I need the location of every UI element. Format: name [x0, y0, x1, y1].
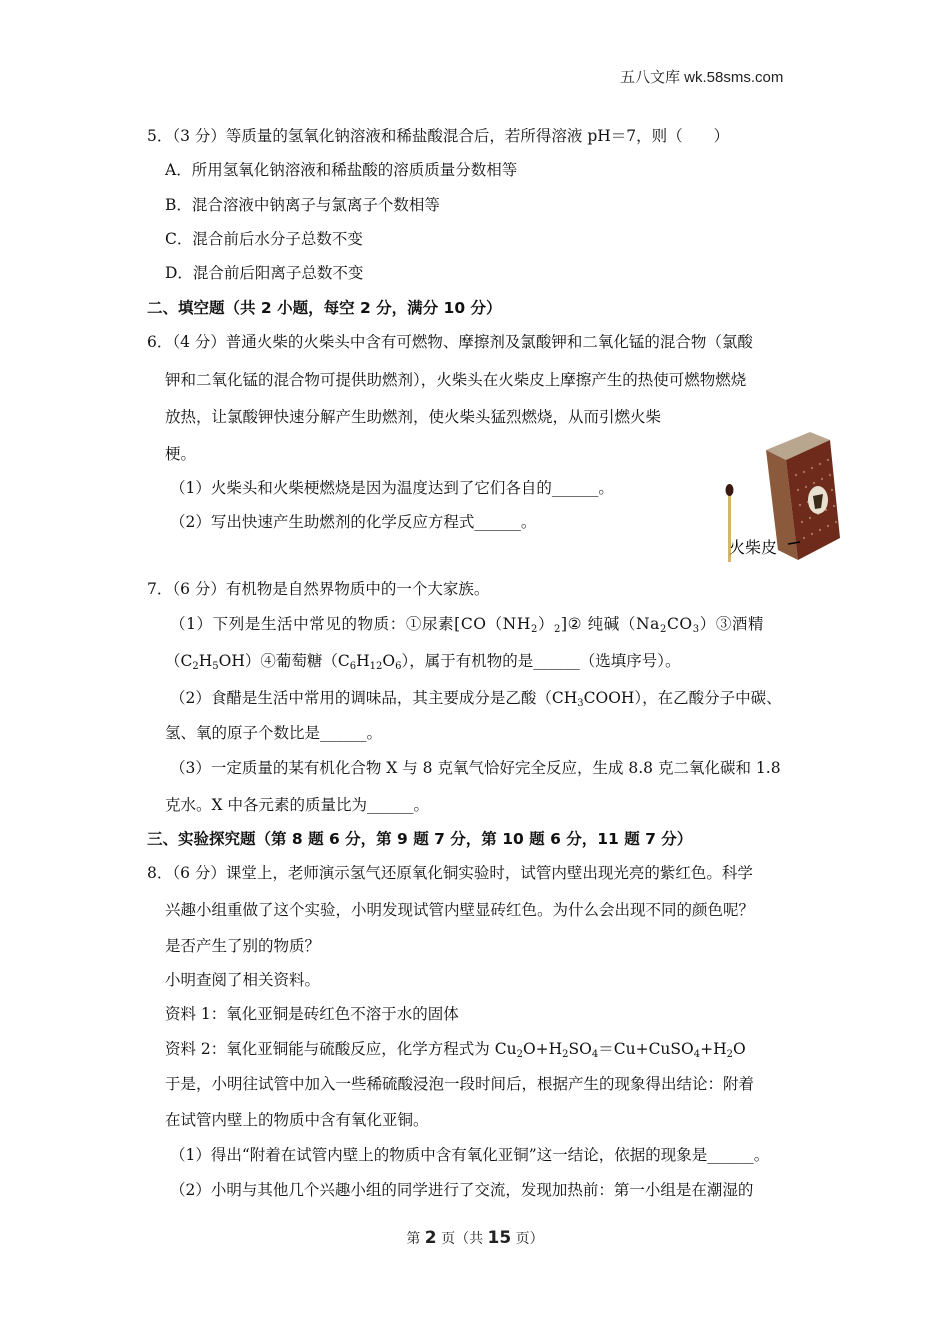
q8-line-4: 小明查阅了相关资料。 — [165, 971, 321, 989]
q5-option-d: D．混合前后阳离子总数不变 — [165, 264, 364, 282]
match-head — [726, 484, 734, 496]
q6-sub-1: （1）火柴头和火柴梗燃烧是因为温度达到了它们各自的______。 — [170, 479, 614, 497]
q5-stem: 5．（3 分）等质量的氢氧化钠溶液和稀盐酸混合后，若所得溶液 pH＝7，则（ ） — [147, 127, 730, 145]
section-2-title: 二、填空题（共 2 小题，每空 2 分，满分 10 分） — [147, 299, 502, 317]
matchbox-label: 火柴皮 — [729, 538, 778, 557]
q8-sub-1: （1）得出“附着在试管内壁上的物质中含有氧化亚铜”这一结论，依据的现象是______。 — [170, 1146, 770, 1164]
q8-reference-2: 资料 2：氧化亚铜能与硫酸反应，化学方程式为 $Cu_2O+H_2SO_4=Cu+CuSO_4+H_2O$ — [165, 1040, 746, 1060]
q8-line-1: 8．（6 分）课堂上，老师演示氢气还原氧化铜实验时，试管内壁出现光亮的紫红色。科学 — [147, 864, 753, 882]
q7-sub-1-line-2: $(C_2H_5OH)④$葡萄糖$(C_6H_{12}O_6)$，属于有机物的是______（选填序号）。 — [165, 652, 681, 672]
q5-option-c: C．混合前后水分子总数不变 — [165, 230, 363, 248]
q7-sub-1-line-1: （1）下列是生活中常见的物质：①尿素$[CO(NH_2)_2]②$ 纯碱$(Na_2CO_3)③$酒精 — [170, 615, 765, 635]
q8-line-6: 在试管内壁上的物质中含有氧化亚铜。 — [165, 1111, 429, 1129]
section-3-title: 三、实验探究题（第 8 题 6 分，第 9 题 7 分，第 10 题 6 分，11 题 7 分） — [147, 830, 693, 848]
header-watermark: 五八文库 wk.58sms.com — [620, 69, 784, 86]
q7-sub-3-line-1: （3）一定质量的某有机化合物 X 与 8 克氧气恰好完全反应，生成 8.8 克二氧化碳和 1.8 — [170, 759, 781, 777]
q6-line-2: 钾和二氧化锰的混合物可提供助燃剂），火柴头在火柴皮上摩擦产生的热使可燃物燃烧 — [165, 371, 747, 389]
q8-line-3: 是否产生了别的物质？ — [165, 937, 321, 955]
q7-sub-2-line-1: （2）食醋是生活中常用的调味品，其主要成分是乙酸$(CH_3COOH)$，在乙酸分子中碳、 — [170, 689, 782, 709]
q7-sub-2-line-2: 氢、氧的原子个数比是______。 — [165, 724, 383, 742]
q8-line-2: 兴趣小组重做了这个实验，小明发现试管内壁显砖红色。为什么会出现不同的颜色呢？ — [165, 901, 755, 919]
page-footer: 第 2 页（共 15 页） — [406, 1228, 544, 1248]
q8-reference-1: 资料 1：氧化亚铜是砖红色不溶于水的固体 — [165, 1005, 459, 1023]
q6-line-3: 放热，让氯酸钾快速分解产生助燃剂，使火柴头猛烈燃烧，从而引燃火柴 — [165, 408, 662, 426]
q5-option-a: A．所用氢氧化钠溶液和稀盐酸的溶质质量分数相等 — [165, 161, 518, 179]
q8-sub-2: （2）小明与其他几个兴趣小组的同学进行了交流，发现加热前：第一小组是在潮湿的 — [170, 1181, 754, 1199]
q6-sub-2: （2）写出快速产生助燃剂的化学反应方程式______。 — [170, 513, 537, 531]
q5-option-b: B．混合溶液中钠离子与氯离子个数相等 — [165, 196, 440, 214]
q7-sub-3-line-2: 克水。X 中各元素的质量比为______。 — [165, 796, 429, 814]
q6-line-4: 梗。 — [165, 445, 197, 463]
q6-line-1: 6．（4 分）普通火柴的火柴头中含有可燃物、摩擦剂及氯酸钾和二氧化锰的混合物（氯酸 — [147, 333, 753, 351]
q8-line-5: 于是，小明往试管中加入一些稀硫酸浸泡一段时间后，根据产生的现象得出结论：附着 — [165, 1075, 755, 1093]
q7-stem: 7．（6 分）有机物是自然界物质中的一个大家族。 — [147, 580, 490, 598]
page-number: 2 — [424, 1228, 437, 1248]
page-total: 15 — [487, 1228, 512, 1248]
